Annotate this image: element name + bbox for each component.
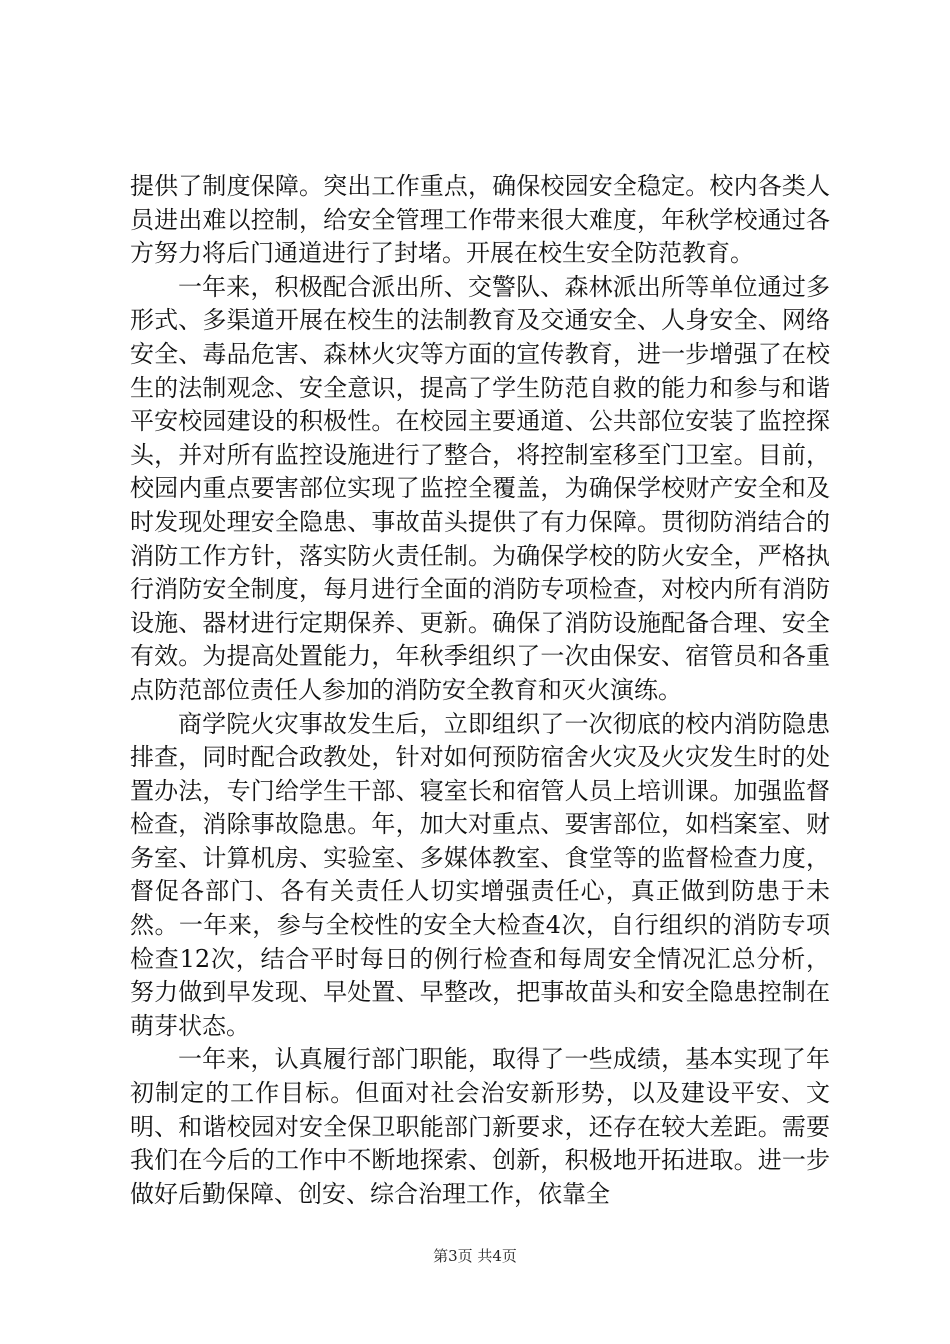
document-body (130, 170, 830, 1211)
paragraph-4: 一年来，认真履行部门职能，取得了一些成绩，基本实现了年初制定的工作目标。但面对社会治安新形势，以及建设平安、文明、和谐校园对安全保卫职能部门新要求，还存在较大差距。需要我们在今后的工作中不断地探索、创新，积极地开拓进取。进一步做好后勤保障、创安、综合治理工作，依靠全 (130, 1045, 830, 1208)
page-footer: 第3页 共4页 (433, 1247, 517, 1265)
paragraph-2: 一年来，积极配合派出所、交警队、森林派出所等单位通过多形式、多渠道开展在校生的法制教育及交通安全、人身安全、网络安全、毒品危害、森林火灾等方面的宣传教育，进一步增强了在校生的法制观念、安全意识，提高了学生防范自救的能力和参与和谐平安校园建设的积极性。在校园主要通道、公共部位安装了监控探头，并对所有监控设施进行了整合，将控制室移至门卫室。目前，校园内重点要害部位实现了监控全覆盖，为确保学校财产安全和及时发现处理安全隐患、事故苗头提供了有力保障。贯彻防消结合的消防工作方针，落实防火责任制。为确保学校的防火安全，严格执行消防安全制度，每月进行全面的消防专项检查，对校内所有消防设施、器材进行定期保养、更新。确保了消防设施配备合理、安全有效。为提高处置能力，年秋季组织了一次由保安、宿管员和各重点防范部位责任人参加的消防安全教育和灭火演练。 (130, 272, 830, 704)
paragraph-3: 商学院火灾事故发生后，立即组织了一次彻底的校内消防隐患排查，同时配合政教处，针对如何预防宿舍火灾及火灾发生时的处置办法，专门给学生干部、寝室长和宿管人员上培训课。加强监督检查，消除事故隐患。年，加大对重点、要害部位，如档案室、财务室、计算机房、实验室、多媒体教室、食堂等的监督检查力度，督促各部门、各有关责任人切实增强责任心，真正做到防患于未然。一年来，参与全校性的安全大检查4次，自行组织的消防专项检查12次，结合平时每日的例行检查和每周安全情况汇总分析，努力做到早发现、早处置、早整改，把事故苗头和安全隐患控制在萌芽状态。 (130, 709, 830, 1040)
paragraph-1: 提供了制度保障。突出工作重点，确保校园安全稳定。校内各类人员进出难以控制，给安全管理工作带来很大难度，年秋学校通过各方努力将后门通道进行了封堵。开展在校生安全防范教育。 (130, 172, 830, 268)
